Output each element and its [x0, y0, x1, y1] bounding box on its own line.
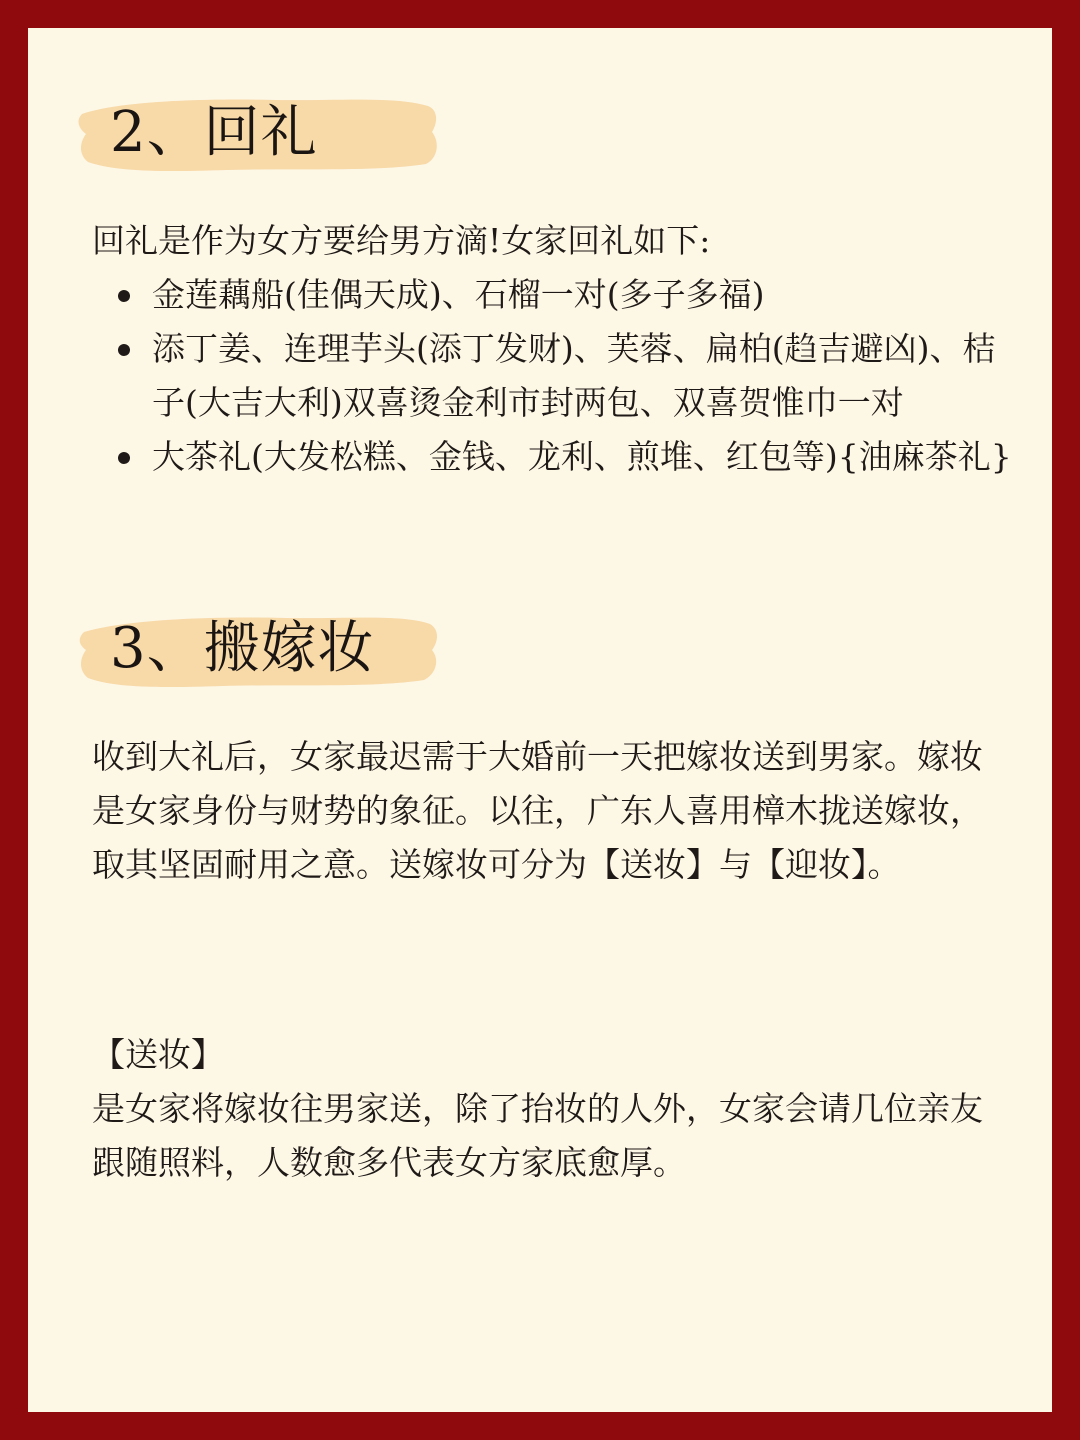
- bullet-icon: [118, 344, 130, 356]
- section-3-title: 3、搬嫁妆: [110, 616, 375, 681]
- list-item-text: 大茶礼(大发松糕、金钱、龙利、煎堆、红包等){油麻茶礼}: [152, 437, 1012, 476]
- list-item-text: 金莲藕船(佳偶天成)、石榴一对(多子多福): [152, 275, 765, 314]
- send-dowry-body: 是女家将嫁妆往男家送，除了抬妆的人外，女家会请几位亲友跟随照料，人数愈多代表女方家底愈厚。: [92, 1089, 983, 1182]
- list-item: [92, 268, 1012, 322]
- section-2-title: 2、回礼: [110, 100, 318, 165]
- section-2-intro: 回礼是作为女方要给男方滴!女家回礼如下:: [92, 221, 711, 260]
- list-item: [92, 322, 1012, 430]
- list-item: [92, 430, 1012, 484]
- list-item-text: 添丁姜、连理芋头(添丁发财)、芙蓉、扁柏(趋吉避凶)、桔子(大吉大利)双喜烫金利市封两包、双喜贺惟巾一对: [152, 329, 996, 422]
- bullet-icon: [118, 290, 130, 302]
- return-gift-list: [92, 268, 1012, 484]
- bullet-icon: [118, 452, 130, 464]
- section-3-body: 收到大礼后，女家最迟需于大婚前一天把嫁妆送到男家。嫁妆是女家身份与财势的象征。以往，广东人喜用樟木拢送嫁妆，取其坚固耐用之意。送嫁妆可分为【送妆】与【迎妆】。: [92, 737, 983, 884]
- sub-heading-send-dowry: 【送妆】: [92, 1035, 224, 1074]
- content-card: [28, 28, 1052, 1412]
